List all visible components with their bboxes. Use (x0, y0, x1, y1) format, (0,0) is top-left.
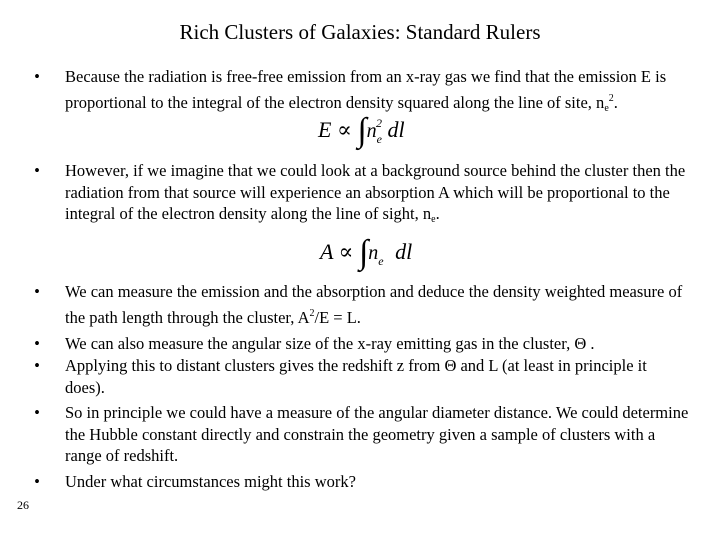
bullet-marker: • (34, 403, 40, 422)
bullet-marker: • (34, 282, 40, 301)
bullet-marker: • (34, 356, 40, 375)
bullet-text: So in principle we could have a measure of the angular diameter distance. We could determine the Hubble constant directly and constrain the geometry given a sample of clusters with a range of redshift. (65, 403, 689, 465)
bullet-marker: • (34, 161, 40, 180)
slide-title: Rich Clusters of Galaxies: Standard Rulers (179, 20, 541, 44)
page-number: 26 (17, 498, 29, 512)
emission-equation: $E \propto \int n_e^2$ dl (318, 112, 405, 149)
bullet-marker: • (34, 472, 40, 491)
bullet-text: Because the radiation is free-free emission from an x-ray gas we find that the emission E is proportional to the integral of the electron density squared along the line of site, $n_e^2$. (65, 67, 667, 114)
bullet-marker: • (34, 67, 40, 86)
bullet-text: However, if we imagine that we could look at a background source behind the cluster then the radiation from that source will experience an absorption A which will be proportional to the integral of the electron density along the line of sight, $n_e$. (65, 161, 686, 225)
bullet-text: Under what circumstances might this work? (65, 472, 356, 491)
bullet-text: We can also measure the angular size of the x-ray emitting gas in the cluster, Θ . (65, 334, 595, 353)
absorption-equation: $A \propto \int n_e$ dl (320, 234, 413, 271)
bullet-marker: • (34, 334, 40, 353)
bullet-text: We can measure the emission and the absorption and deduce the density weighted measure of the path length through the cluster, $A^2/E = L$. (65, 282, 683, 327)
bullet-text: Applying this to distant clusters gives the redshift z from Θ and L (at least in principle it does). (65, 356, 647, 397)
